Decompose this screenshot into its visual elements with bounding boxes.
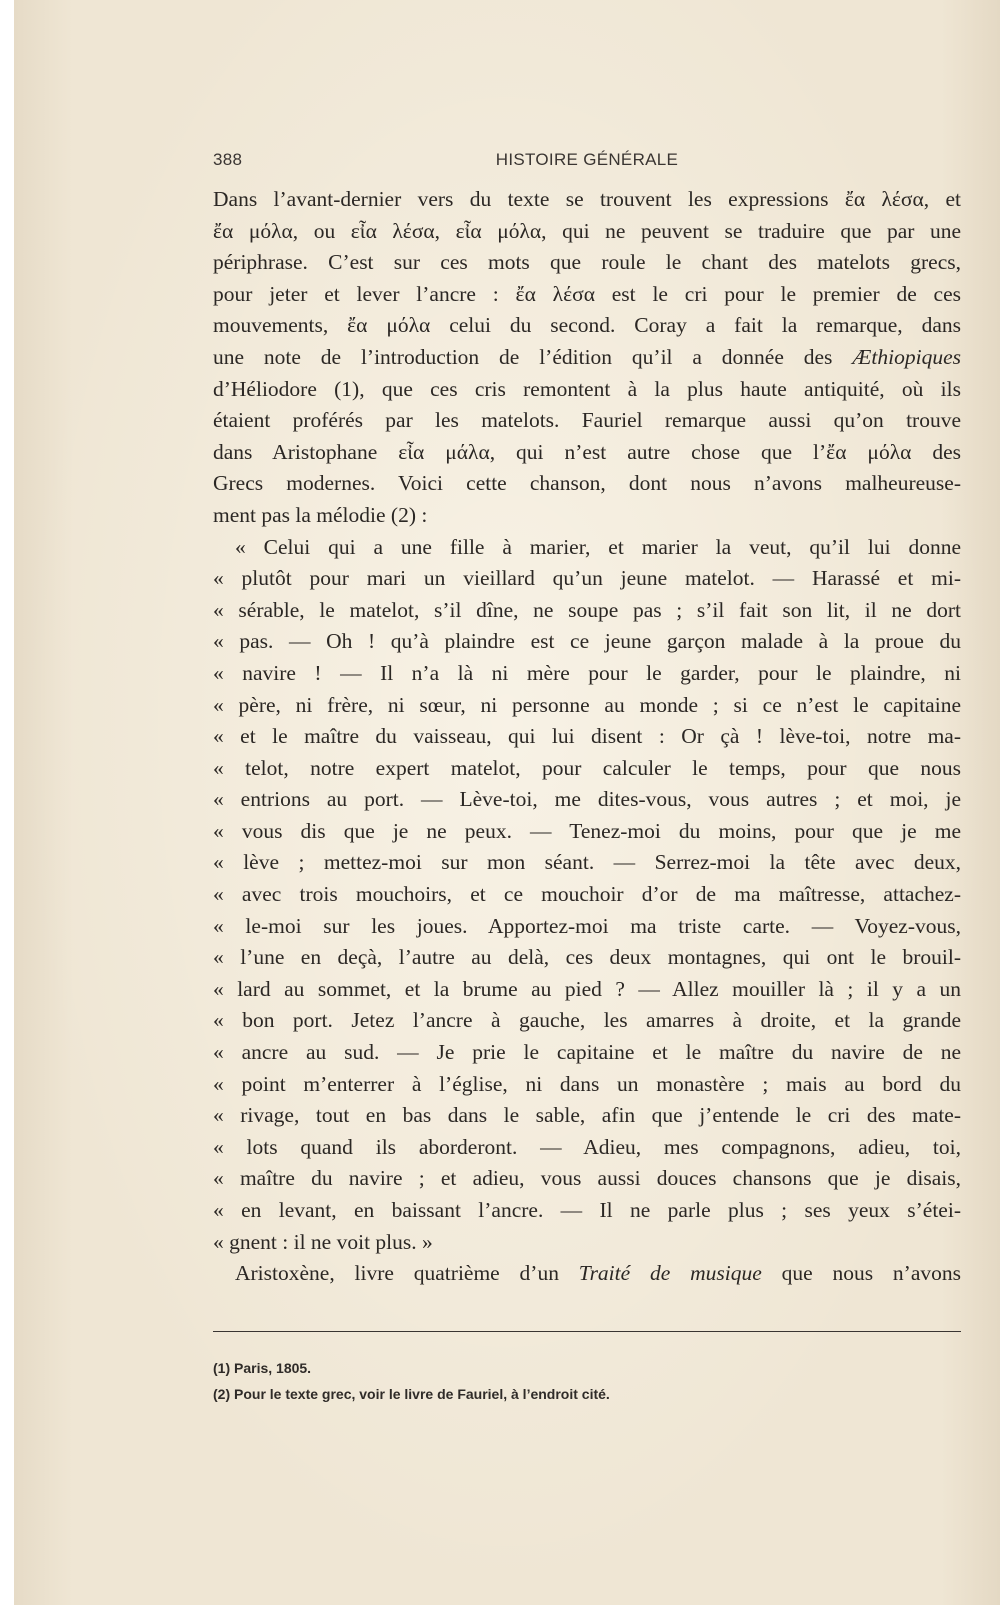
text-line: « Celui qui a une fille à marier, et marier la veut, qu’il lui donne <box>235 534 961 559</box>
text-line: « lève ; mettez-moi sur mon séant. — Serrez-moi la tête avec deux, <box>213 850 961 875</box>
text-line: « vous dis que je ne peux. — Tenez-moi du moins, pour que je me <box>213 818 961 843</box>
text-line: une note de l’introduction de l’édition qu’il a donnée des Æthiopiques <box>213 344 961 369</box>
text-line: « l’une en deçà, l’autre au delà, ces deux montagnes, qui ont le brouil- <box>213 945 961 970</box>
text-line: mouvements, ἔα μόλα celui du second. Coray a fait la remarque, dans <box>213 313 961 338</box>
text-line: ment pas la mélodie (2) : <box>213 502 428 527</box>
footnotes <box>213 1355 961 1407</box>
footnote-2: (2) Pour le texte grec, voir le livre de Fauriel, à l’endroit cité. <box>213 1386 610 1402</box>
text-line: « père, ni frère, ni sœur, ni personne au monde ; si ce n’est le capitaine <box>213 692 961 717</box>
text-line: Grecs modernes. Voici cette chanson, dont nous n’avons malheureuse- <box>213 471 961 496</box>
running-title: HISTOIRE GÉNÉRALE <box>495 150 679 169</box>
text-line: « gnent : il ne voit plus. » <box>213 1229 433 1254</box>
text-line: « ancre au sud. — Je prie le capitaine et le maître du navire de ne <box>213 1040 961 1065</box>
text-line: périphrase. C’est sur ces mots que roule le chant des matelots grecs, <box>213 250 961 275</box>
text-line: « plutôt pour mari un vieillard qu’un jeune matelot. — Harassé et mi- <box>213 566 961 591</box>
text-line: pour jeter et lever l’ancre : ἔα λέσα est le cri pour le premier de ces <box>213 281 961 306</box>
text-line: Dans l’avant-dernier vers du texte se trouvent les expressions ἔα λέσα, et <box>213 187 961 211</box>
text-line: Aristoxène, livre quatrième d’un Traité de musique que nous n’avons <box>235 1261 961 1286</box>
text-line: « bon port. Jetez l’ancre à gauche, les amarres à droite, et la grande <box>213 1008 961 1033</box>
page-number: 388 <box>213 150 243 169</box>
text-line: étaient proférés par les matelots. Fauriel remarque aussi qu’on trouve <box>213 408 961 433</box>
text-line: « telot, notre expert matelot, pour calculer le temps, pour que nous <box>213 755 961 780</box>
body-text <box>213 184 961 1290</box>
text-line: « le-moi sur les joues. Apportez-moi ma triste carte. — Voyez-vous, <box>213 913 961 938</box>
text-line: d’Héliodore (1), que ces cris remontent à la plus haute antiquité, où ils <box>213 376 961 401</box>
page-header <box>213 150 961 174</box>
text-line: « lard au sommet, et la brume au pied ? — Allez mouiller là ; il y a un <box>213 976 961 1001</box>
text-line: ἔα μόλα, ou εἶα λέσα, εἶα μόλα, qui ne peuvent se traduire que par une <box>213 218 961 243</box>
text-line: « avec trois mouchoirs, et ce mouchoir d’or de ma maîtresse, attachez- <box>213 882 961 907</box>
text-line: « lots quand ils aborderont. — Adieu, mes compagnons, adieu, toi, <box>213 1134 961 1159</box>
text-line: « maître du navire ; et adieu, vous aussi douces chansons que je disais, <box>213 1166 961 1191</box>
text-line: « en levant, en baissant l’ancre. — Il ne parle plus ; ses yeux s’étei- <box>213 1198 961 1222</box>
text-line: « rivage, tout en bas dans le sable, afin que j’entende le cri des mate- <box>213 1103 961 1128</box>
footnote-divider <box>213 1331 961 1332</box>
footnote-1: (1) Paris, 1805. <box>213 1360 312 1376</box>
text-line: dans Aristophane εἶα μάλα, qui n’est autre chose que l’ἔα μόλα des <box>213 439 961 464</box>
text-line: « navire ! — Il n’a là ni mère pour le garder, pour le plaindre, ni <box>213 660 961 685</box>
text-line: « pas. — Oh ! qu’à plaindre est ce jeune garçon malade à la proue du <box>213 629 961 654</box>
text-line: « sérable, le matelot, s’il dîne, ne soupe pas ; s’il fait son lit, il ne dort <box>213 597 961 622</box>
text-line: « entrions au port. — Lève-toi, me dites-vous, vous autres ; et moi, je <box>213 787 961 812</box>
text-line: « point m’enterrer à l’église, ni dans un monastère ; mais au bord du <box>213 1071 961 1096</box>
text-line: « et le maître du vaisseau, qui lui disent : Or çà ! lève-toi, notre ma- <box>213 724 961 749</box>
book-page <box>14 0 1000 1605</box>
